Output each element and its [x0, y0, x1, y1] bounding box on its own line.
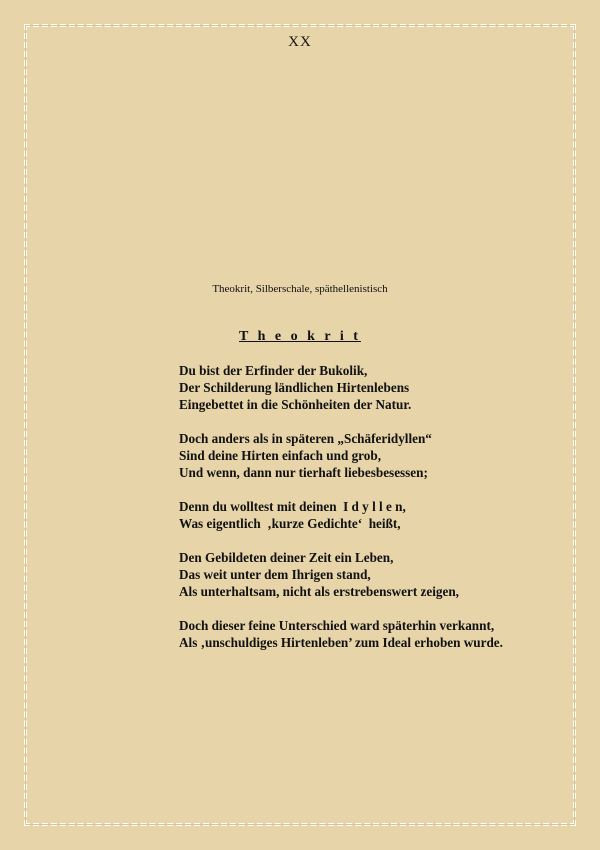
- stanza: [179, 430, 579, 481]
- poem-line: Denn du wolltest mit deinen I d y l l e n,: [179, 499, 406, 514]
- stanza: [179, 549, 579, 600]
- poem-body: [179, 362, 579, 668]
- page-number: XX: [288, 34, 312, 50]
- poem-line: Du bist der Erfinder der Bukolik,: [179, 363, 368, 378]
- poem-title: T h e o k r i t: [239, 329, 361, 344]
- poem-line: Als ‚unschuldiges Hirtenleben’ zum Ideal erhoben wurde.: [179, 635, 503, 650]
- poem-line: Und wenn, dann nur tierhaft liebesbesessen;: [179, 465, 428, 480]
- poem-line: Was eigentlich ‚kurze Gedichte‘ heißt,: [179, 516, 401, 531]
- poem-line: Sind deine Hirten einfach und grob,: [179, 448, 382, 463]
- poem-line: Doch dieser feine Unterschied ward späterhin verkannt,: [179, 618, 495, 633]
- poem-line: Eingebettet in die Schönheiten der Natur.: [179, 397, 412, 412]
- image-caption: Theokrit, Silberschale, späthellenistisch: [212, 283, 388, 295]
- poem-line: Als unterhaltsam, nicht als erstrebenswert zeigen,: [179, 584, 459, 599]
- poem-line: Den Gebildeten deiner Zeit ein Leben,: [179, 550, 394, 565]
- poem-line: Doch anders als in späteren „Schäferidyllen“: [179, 431, 432, 446]
- poem-line: Das weit unter dem Ihrigen stand,: [179, 567, 371, 582]
- poem-line: Der Schilderung ländlichen Hirtenlebens: [179, 380, 410, 395]
- stanza: [179, 362, 579, 413]
- stanza: [179, 498, 579, 532]
- stanza: [179, 617, 579, 651]
